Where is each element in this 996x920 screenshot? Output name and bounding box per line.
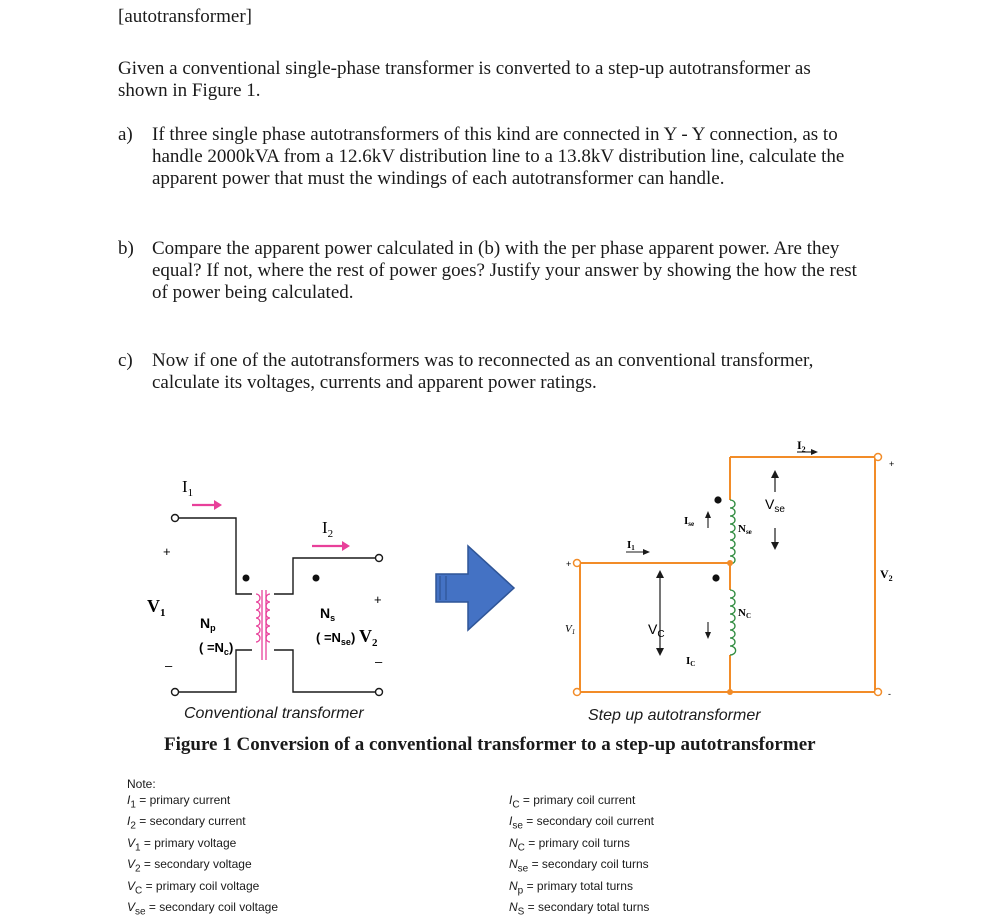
label-minus-primary: – <box>165 658 173 673</box>
polarity-dot-secondary <box>313 575 320 582</box>
label-auto-plus-left: + <box>566 559 572 569</box>
i1-arrow-head <box>214 500 222 510</box>
ise-arrow-head <box>705 511 711 518</box>
label-ise: Ise <box>684 515 695 528</box>
question-line: of power being calculated. <box>152 282 354 303</box>
label-plus-primary: + <box>163 544 171 559</box>
note-title: Note: <box>127 777 156 791</box>
primary-lead-bottom <box>236 650 252 666</box>
label-v2: $V_2$ <box>359 626 378 649</box>
note-list-left <box>127 792 278 920</box>
label-vc: $V_C$ <box>648 621 665 640</box>
heading: [autotransformer] <box>118 6 252 27</box>
label-ns: $N_s$ <box>320 605 336 623</box>
terminal-auto-primary-top <box>574 560 581 567</box>
label-auto-v2: $V_2$ <box>880 567 893 583</box>
figure-caption: Figure 1 Conversion of a conventional transformer to a step-up autotransformer <box>164 734 816 755</box>
note-item: $V_2$ = secondary voltage <box>127 857 252 875</box>
vc-arrow-head-down <box>656 648 664 656</box>
label-np-eq: ( $=N_c$) <box>199 640 234 657</box>
polarity-dot-primary <box>243 575 250 582</box>
note-item: $N_{se}$ = secondary coil turns <box>509 857 649 875</box>
label-np: $N_p$ <box>200 615 216 633</box>
label-auto-i1: I1 <box>627 539 635 552</box>
question-line: If three single phase autotransformers of this kind are connected in Y - Y connection, as to <box>152 124 838 145</box>
note-item: $N_S$ = secondary total turns <box>509 899 650 918</box>
note-item: $I_{se}$ = secondary coil current <box>509 814 654 832</box>
terminal-auto-secondary-bottom <box>875 689 882 696</box>
question-letter-a: a) <box>118 124 133 145</box>
secondary-bottom-wire <box>293 666 376 692</box>
primary-lead-top <box>236 580 252 594</box>
vse-arrow-down-head <box>771 542 779 550</box>
note-item: $I_2$ = secondary current <box>127 814 246 832</box>
label-nse: Nse <box>738 523 752 536</box>
ic-arrow-head <box>705 632 711 639</box>
note-item: $N_C$ = primary coil turns <box>509 835 630 854</box>
conventional-transformer-label: Conventional transformer <box>184 705 364 722</box>
note-item: $V_1$ = primary voltage <box>127 835 237 854</box>
step-up-autotransformer-label: Step up autotransformer <box>588 707 761 724</box>
terminal-secondary-top <box>376 555 383 562</box>
label-nc: NC <box>738 607 752 620</box>
terminal-auto-secondary-top <box>875 454 882 461</box>
note-list-right <box>509 792 654 920</box>
conventional-coils <box>236 580 293 666</box>
label-v1: $V_1$ <box>147 596 166 619</box>
label-ic: IC <box>686 655 696 668</box>
autotransformer-diagram <box>574 454 882 696</box>
i2-arrow-head <box>342 541 350 551</box>
label-auto-minus-right: - <box>888 689 891 699</box>
question-line: apparent power that must the windings of each autotransformer can handle. <box>152 168 725 189</box>
label-i2: $I_2$ <box>322 518 334 540</box>
secondary-top-wire <box>293 558 376 580</box>
secondary-lead-top <box>274 580 293 594</box>
label-ns-eq: ( $=N_{se}$) <box>316 630 356 647</box>
note-item: $I_C$ = primary coil current <box>509 793 636 811</box>
label-vse: $V_{se}$ <box>765 496 785 515</box>
i2-auto-arrow-head <box>811 449 818 455</box>
terminal-primary-top <box>172 515 179 522</box>
bottom-junction <box>727 689 733 695</box>
label-plus-secondary: + <box>374 592 382 607</box>
label-auto-v1: V1 <box>565 623 576 636</box>
polarity-dot-common <box>712 574 719 581</box>
label-minus-secondary: – <box>375 654 383 669</box>
vc-arrow-head-up <box>656 570 664 578</box>
secondary-lead-bottom <box>274 650 293 666</box>
note-item: $I_1$ = primary current <box>127 793 231 811</box>
primary-coil <box>256 594 260 642</box>
polarity-dot-series <box>714 496 721 503</box>
conversion-arrow-icon <box>436 546 514 630</box>
terminal-auto-primary-bottom <box>574 689 581 696</box>
note-item: $V_{se}$ = secondary coil voltage <box>127 899 278 918</box>
i1-auto-arrow-head <box>643 549 650 555</box>
question-line: handle 2000kVA from a 12.6kV distribution line to a 13.8kV distribution line, calculate the <box>152 146 845 167</box>
vse-arrow-up-head <box>771 470 779 478</box>
intro-line: Given a conventional single-phase transformer is converted to a step-up autotransformer as <box>118 58 811 79</box>
conventional-transformer-diagram <box>172 515 383 696</box>
series-coil <box>730 500 735 564</box>
primary-top-wire <box>178 518 236 580</box>
label-auto-i2: $I_2$ <box>797 438 806 454</box>
terminal-primary-bottom <box>172 689 179 696</box>
intro-line: shown in Figure 1. <box>118 80 261 101</box>
common-coil <box>730 590 736 655</box>
tap-junction <box>727 560 733 566</box>
question-line: equal? If not, where the rest of power goes? Justify your answer by showing the how the rest <box>152 260 857 281</box>
label-auto-plus-right: + <box>889 459 895 469</box>
question-line: calculate its voltages, currents and apparent power ratings. <box>152 372 597 393</box>
primary-bottom-wire <box>178 666 236 692</box>
question-line: Compare the apparent power calculated in (b) with the per phase apparent power. Are they <box>152 238 840 259</box>
question-line: Now if one of the autotransformers was to reconnected as an conventional transformer, <box>152 350 814 371</box>
label-i1: $I_1$ <box>182 477 194 499</box>
question-letter-c: c) <box>118 350 133 371</box>
note-item: $V_C$ = primary coil voltage <box>127 878 260 896</box>
question-letter-b: b) <box>118 238 134 259</box>
terminal-secondary-bottom <box>376 689 383 696</box>
note-item: $N_p$ = primary total turns <box>509 878 633 896</box>
